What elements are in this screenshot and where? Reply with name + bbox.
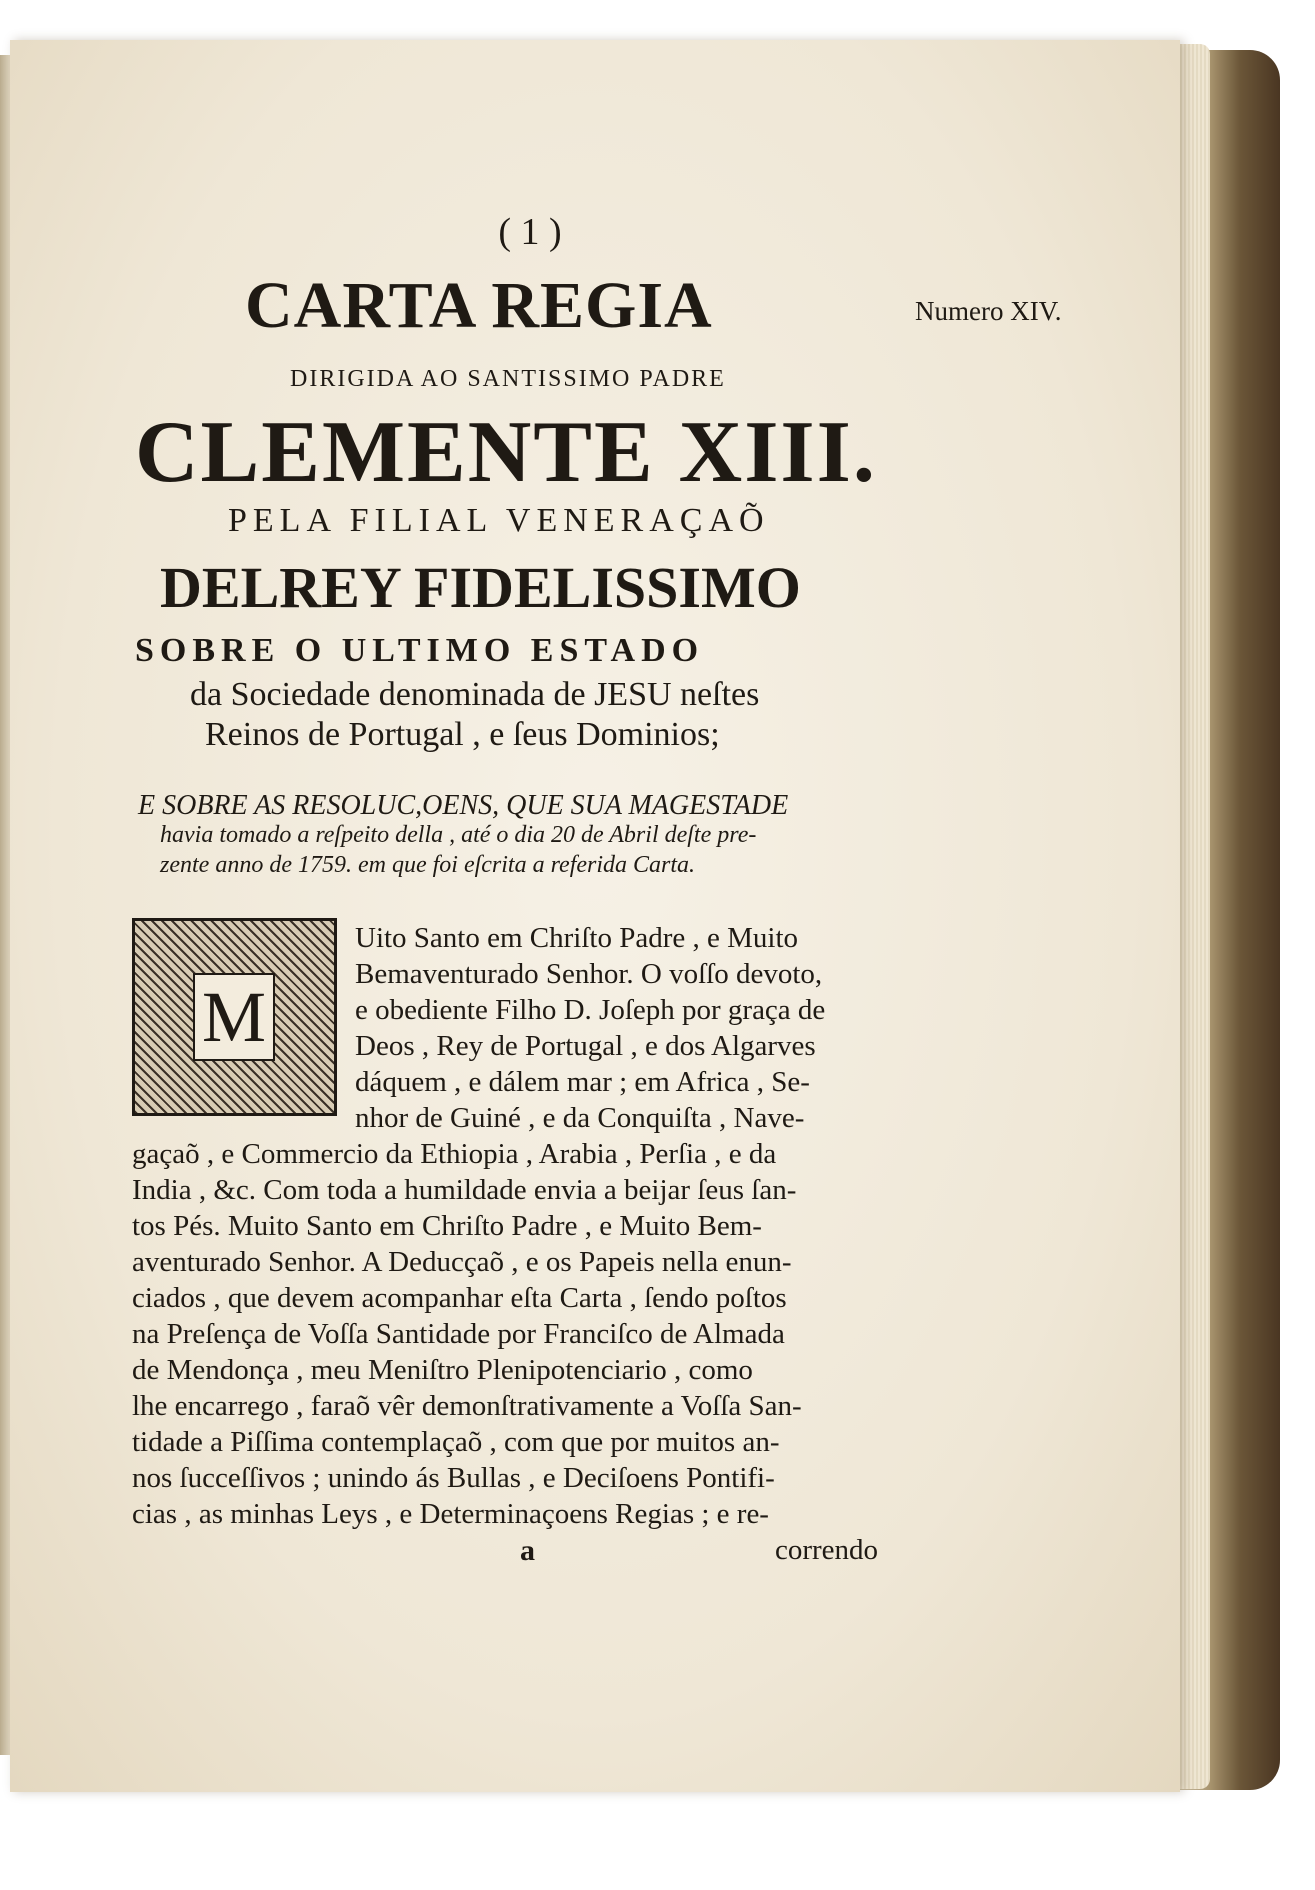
body-line: nos ſucceſſivos ; unindo ás Bullas , e Deciſoens Pontifi-: [132, 1462, 775, 1494]
signature-mark: a: [520, 1534, 535, 1567]
title-clemente: CLEMENTE XIII.: [135, 404, 877, 501]
body-line: ciados , que devem acompanhar eſta Carta , ſendo poſtos: [132, 1282, 787, 1314]
catchword: correndo: [775, 1534, 879, 1566]
page-number: ( 1 ): [498, 211, 562, 253]
title-sobre-estado: SOBRE O ULTIMO ESTADO: [135, 632, 705, 669]
body-line: Uito Santo em Chriſto Padre , e Muito: [355, 922, 799, 954]
body-line: lhe encarrego , faraõ vêr demonſtrativamente a Voſſa San-: [132, 1390, 802, 1422]
initial-letter: M: [193, 973, 275, 1061]
title-reinos: Reinos de Portugal , e ſeus Dominios;: [205, 716, 720, 753]
body-line: de Mendonça , meu Meniſtro Plenipotenciario , como: [132, 1354, 753, 1386]
body-line: tidade a Piſſima contemplaçaõ , com que por muitos an-: [132, 1426, 780, 1458]
title-delrey: DELREY FIDELISSIMO: [160, 555, 801, 620]
body-line: Deos , Rey de Portugal , e dos Algarves: [355, 1030, 816, 1062]
body-line: dáquem , e dálem mar ; em Africa , Se-: [355, 1066, 810, 1098]
title-sociedade: da Sociedade denominada de JESU neſtes: [190, 676, 760, 713]
body-line: India , &c. Com toda a humildade envia a beijar ſeus ſan-: [132, 1174, 797, 1206]
margin-note: Numero XIV.: [915, 296, 1062, 326]
body-line: aventurado Senhor. A Deducçaõ , e os Papeis nella enun-: [132, 1246, 792, 1278]
body-line: tos Pés. Muito Santo em Chriſto Padre , e Muito Bem-: [132, 1210, 762, 1242]
body-line: nhor de Guiné , e da Conquiſta , Nave-: [355, 1102, 805, 1134]
body-line: Bemaventurado Senhor. O voſſo devoto,: [355, 958, 823, 990]
title-veneracao: PELA FILIAL VENERAÇAÕ: [228, 502, 770, 539]
book-page: [10, 40, 1180, 1792]
body-line: cias , as minhas Leys , e Determinaçoens Regias ; e re-: [132, 1498, 769, 1530]
title-carta-regia: CARTA REGIA: [245, 269, 713, 342]
decorated-initial: [132, 918, 337, 1116]
subtitle-line-2: havia tomado a reſpeito della , até o dia 20 de Abril deſte pre-: [160, 822, 757, 848]
body-line: gaçaõ , e Commercio da Ethiopia , Arabia , Perſia , e da: [132, 1138, 777, 1170]
body-line: e obediente Filho D. Joſeph por graça de: [355, 994, 826, 1026]
title-dirigida: DIRIGIDA AO SANTISSIMO PADRE: [290, 366, 726, 392]
body-line: na Preſença de Voſſa Santidade por Franciſco de Almada: [132, 1318, 785, 1350]
subtitle-line-3: zente anno de 1759. em que foi eſcrita a referida Carta.: [160, 852, 696, 878]
subtitle-line-1: E SOBRE AS RESOLUC,OENS, QUE SUA MAGESTADE: [138, 790, 789, 821]
